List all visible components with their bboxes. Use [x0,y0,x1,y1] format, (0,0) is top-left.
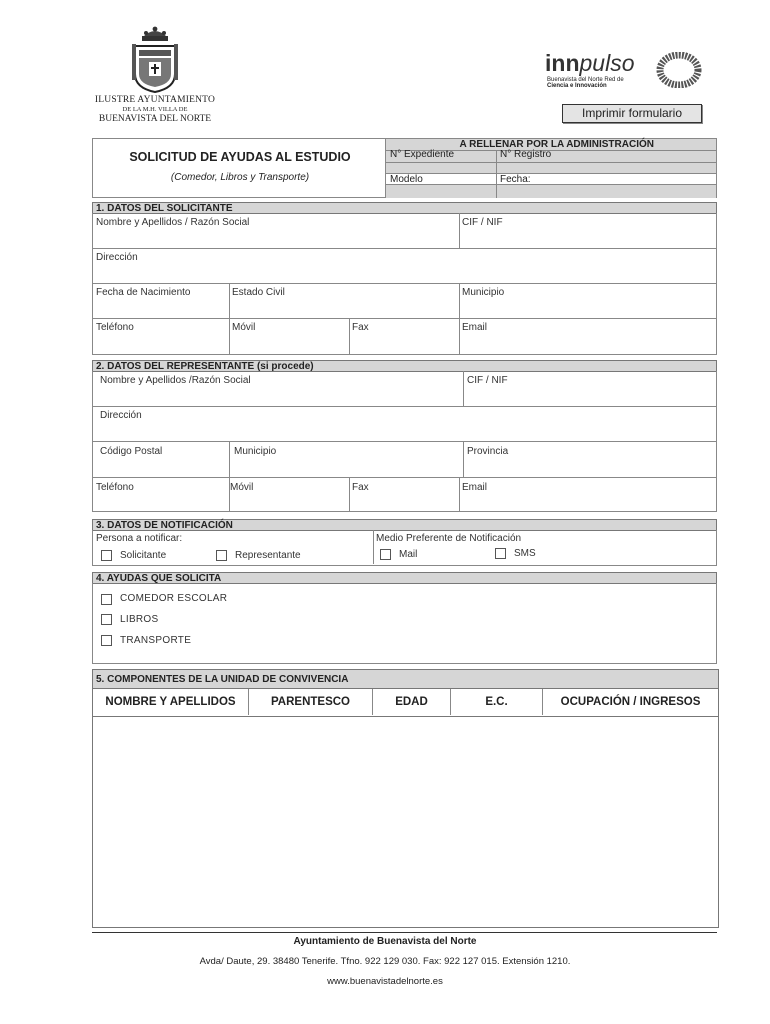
s4-comedor-label: COMEDOR ESCOLAR [120,593,228,604]
s2-cp-field[interactable]: Código Postal [100,446,163,457]
s3-medio-label: Medio Preferente de Notificación [376,533,522,544]
s2-municipio-field[interactable]: Municipio [234,446,277,457]
section1-header: 1. DATOS DEL SOLICITANTE [92,202,717,214]
s3-mail-label: Mail [399,549,418,560]
members-table-body[interactable] [93,717,718,927]
section3-header: 3. DATOS DE NOTIFICACIÓN [92,519,717,531]
admin-modelo-label: Modelo [390,174,423,185]
s2-movil-field[interactable]: Móvil [230,482,254,493]
brand-name-prefix: inn [545,50,580,76]
col-nombre-header: NOMBRE Y APELLIDOS [93,689,249,715]
admin-fecha-label: Fecha: [500,174,531,185]
s4-libros-checkbox[interactable] [101,614,112,625]
footer-address: Avda/ Daute, 29. 38480 Tenerife. Tfno. 922 129 030. Fax: 922 127 015. Extensión 1210. [199,956,571,967]
s4-comedor-checkbox[interactable] [101,594,112,605]
form-title: SOLICITUD DE AYUDAS AL ESTUDIO [129,150,351,164]
print-form-button[interactable]: Imprimir formulario [562,104,702,123]
admin-box [386,138,717,198]
s2-telefono-field[interactable]: Teléfono [96,482,134,493]
org-name-line2: DE LA M.H. VILLA DE [122,106,188,113]
org-name-line3: BUENAVISTA DEL NORTE [98,114,212,124]
form-subtitle: (Comedor, Libros y Transporte) [170,172,310,183]
title-box [92,138,386,198]
col-ocupacion-header: OCUPACIÓN / INGRESOS [560,696,701,708]
col-parentesco-header: PARENTESCO [249,689,373,715]
section2-body [92,371,717,512]
s1-municipio-field[interactable]: Municipio [462,287,505,298]
admin-header: A RELLENAR POR LA ADMINISTRACIÓN [386,139,716,150]
s3-sms-label: SMS [514,548,536,559]
brand-ring-icon [655,52,705,88]
s4-transporte-label: TRANSPORTE [120,635,192,646]
s1-fecha-nac-field[interactable]: Fecha de Nacimiento [96,287,191,298]
s3-sms-checkbox[interactable] [495,548,506,559]
brand-tagline-2: Ciencia e Innovación [547,83,607,89]
brand-tagline-1: Buenavista del Norte Red de [547,77,624,83]
footer-rule [92,932,717,933]
brand-name-suffix: pulso [579,50,635,76]
footer-org-name: Ayuntamiento de Buenavista del Norte [293,936,477,947]
section2-header: 2. DATOS DEL REPRESENTANTE (si procede) [92,360,717,372]
section5-table [92,669,719,928]
s1-nombre-field[interactable]: Nombre y Apellidos / Razón Social [96,217,250,228]
section5-header: 5. COMPONENTES DE LA UNIDAD DE CONVIVENCIA [93,670,718,689]
s4-libros-label: LIBROS [120,614,159,625]
coat-of-arms-logo [130,24,180,94]
s3-representante-checkbox[interactable] [216,550,227,561]
col-edad-header: EDAD [373,689,451,715]
col-ec-header: E.C. [451,689,543,715]
s3-solicitante-checkbox[interactable] [101,550,112,561]
s2-email-field[interactable]: Email [462,482,488,493]
s1-estado-civil-field[interactable]: Estado Civil [232,287,285,298]
s1-email-field[interactable]: Email [462,322,488,333]
admin-expediente-label: N° Expediente [390,149,455,160]
s2-provincia-field[interactable]: Provincia [467,446,509,457]
admin-registro-label: N° Registro [500,149,552,160]
s3-representante-label: Representante [235,550,301,561]
s2-direccion-field[interactable]: Dirección [100,410,142,421]
s2-cif-field[interactable]: CIF / NIF [467,375,508,386]
s2-nombre-field[interactable]: Nombre y Apellidos /Razón Social [100,375,251,386]
s1-movil-field[interactable]: Móvil [232,322,256,333]
s2-fax-field[interactable]: Fax [352,482,369,493]
section1-body [92,213,717,355]
s3-persona-label: Persona a notificar: [96,533,183,544]
s3-mail-checkbox[interactable] [380,549,391,560]
org-name-line1: ILUSTRE AYUNTAMIENTO [94,95,216,105]
s1-telefono-field[interactable]: Teléfono [96,322,134,333]
footer-website-link[interactable]: www.buenavistadelnorte.es [327,976,443,987]
s1-cif-field[interactable]: CIF / NIF [462,217,503,228]
s3-solicitante-label: Solicitante [120,550,167,561]
s1-fax-field[interactable]: Fax [352,322,369,333]
innpulso-logo [545,50,710,92]
section4-header: 4. AYUDAS QUE SOLICITA [92,572,717,584]
s4-transporte-checkbox[interactable] [101,635,112,646]
section5-column-headers [93,689,718,717]
s1-direccion-field[interactable]: Dirección [96,252,138,263]
